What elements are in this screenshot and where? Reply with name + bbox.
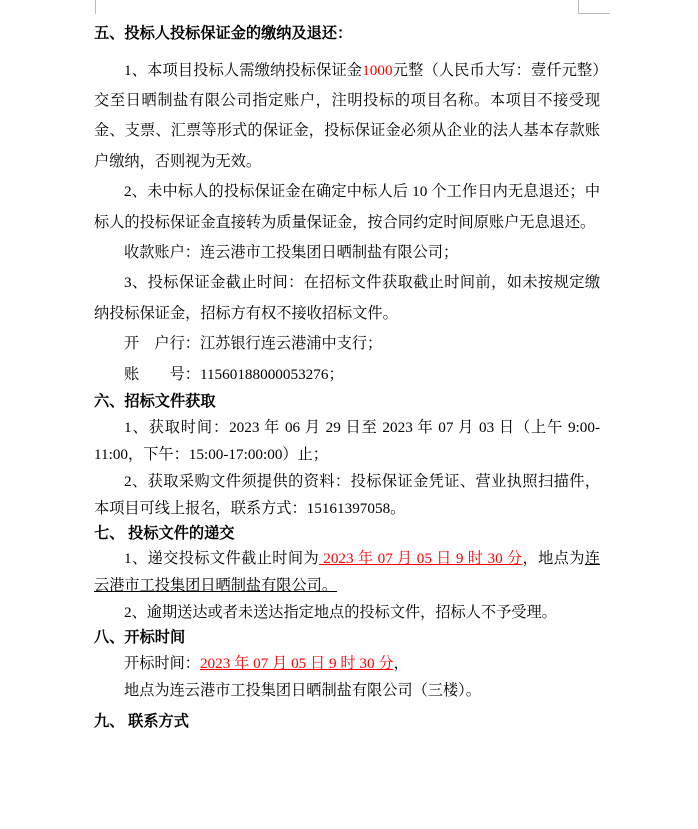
- section-5-paragraph-1: [94, 56, 600, 178]
- section-5-payee-account-line: 收款账户：连云港市工投集团日晒制盐有限公司；: [124, 244, 459, 261]
- section-6-paragraph-2: 2、获取采购文件须提供的资料：投标保证金凭证、营业执照扫描件，本项目可线上报名，联系方式：15161397058。: [94, 472, 600, 517]
- section-8: [0, 626, 698, 704]
- section-5-paragraph-1-text-b: 元整（人民币大写：壹仟元整）交至日晒制盐有限公司指定账户，注明投标的项目名称。本项目不接受现金、支票、汇票等形式的保证金，投标保证金必须从企业的法人基本存款账户缴纳，否则视为无效。: [94, 61, 601, 170]
- section-5-paragraph-3: 3、投标保证金截止时间：在招标文件获取截止时间前，如未按规定缴纳投标保证金，招标方有权不接收招标文件。: [94, 274, 600, 322]
- section-5-paragraph-2: 2、未中标人的投标保证金在确定中标人后 10 个工作日内无息退还；中标人的投标保证金直接转为质量保证金，按合同约定时间原账户无息退还。: [94, 183, 600, 231]
- section-8-paragraph-1: [94, 650, 600, 677]
- section-7-paragraph-1-text-a: 1、递交投标文件截止时间为: [124, 550, 320, 568]
- section-5-paragraph-1-text-a: 1、本项目投标人需缴纳投标保证金: [124, 61, 363, 79]
- section-5-heading: 五、投标人投标保证金的缴纳及退还：: [94, 25, 353, 42]
- section-7-paragraph-1: [94, 545, 600, 599]
- section-5-bid-bond-amount: 1000: [362, 61, 393, 79]
- section-7-submission-deadline: 2023 年 07 月 05 日 9 时 30 分: [319, 550, 523, 568]
- section-6-paragraph-1: 1、获取时间：2023 年 06 月 29 日至 2023 年 07 月 03 日（上午 9:00-11:00，下午：15:00-17:00:00）止；: [94, 418, 600, 463]
- section-5-bank-line: 开 户行：江苏银行连云港浦中支行；: [124, 335, 383, 353]
- section-7-heading: 七、 投标文件的递交: [94, 524, 235, 542]
- section-9: [0, 710, 698, 734]
- section-8-paragraph-1-text-b: ，: [393, 655, 409, 673]
- section-7: [0, 522, 698, 627]
- section-5: [0, 22, 698, 390]
- section-5-account-number-line: 账 号：11560188000053276；: [124, 365, 344, 383]
- section-9-heading: 九、 联系方式: [94, 713, 189, 731]
- section-6-heading: 六、招标文件获取: [94, 393, 216, 411]
- section-8-heading: 八、开标时间: [94, 629, 186, 647]
- section-6: [0, 390, 698, 522]
- section-8-paragraph-1-text-a: 开标时间：: [124, 655, 200, 673]
- section-7-paragraph-1-text-b: ，地点为: [522, 550, 585, 568]
- section-7-submission-location: 连云港市工投集团日晒制盐有限公司。: [94, 550, 601, 595]
- section-7-paragraph-2: 2、逾期送达或者未送达指定地点的投标文件，招标人不予受理。: [124, 604, 557, 622]
- section-8-bid-opening-time: 2023 年 07 月 05 日 9 时 30 分: [199, 655, 394, 673]
- section-8-paragraph-2: 地点为连云港市工投集团日晒制盐有限公司（三楼）。: [124, 682, 481, 700]
